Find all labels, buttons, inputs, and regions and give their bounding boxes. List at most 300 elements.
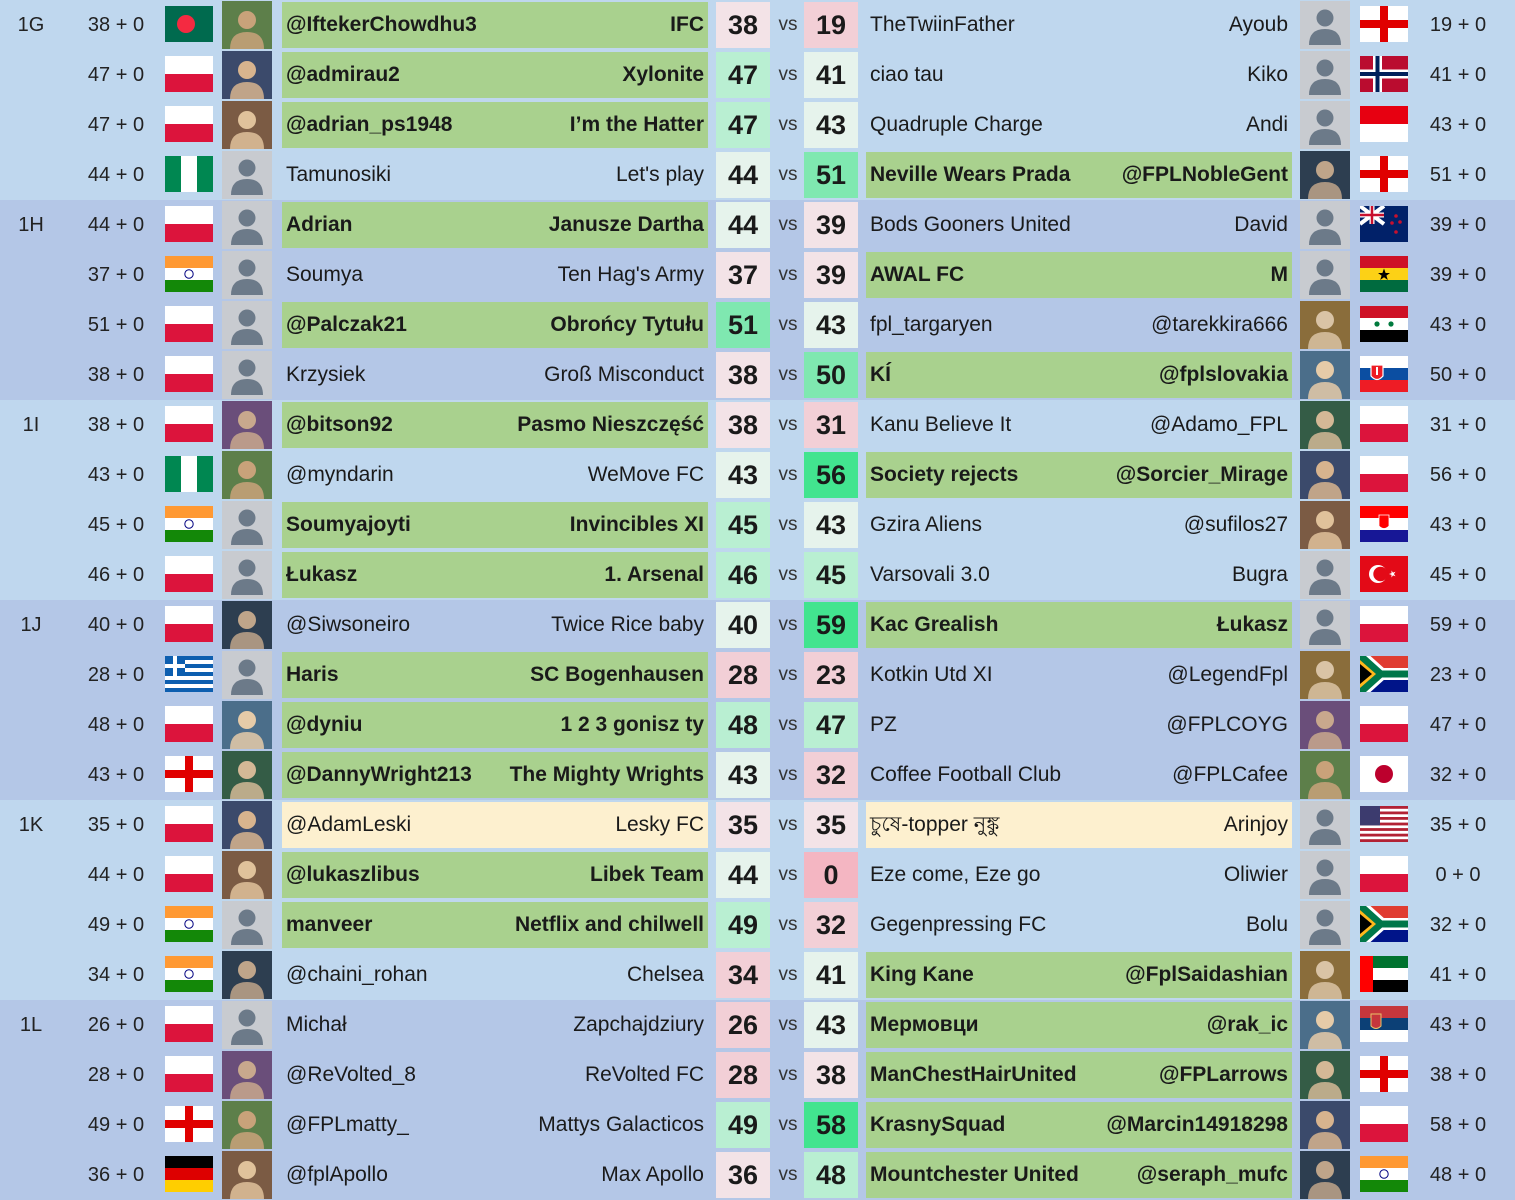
away-entry[interactable]	[866, 1002, 1292, 1048]
group-block	[0, 200, 1515, 400]
away-team: TheTwiinFather	[870, 13, 1015, 36]
away-manager: @tarekkira666	[1151, 313, 1288, 336]
away-avatar	[1300, 751, 1350, 799]
away-entry[interactable]	[866, 602, 1292, 648]
away-gw-score: 48 + 0	[1429, 1164, 1487, 1186]
home-points: 46	[716, 552, 770, 598]
away-gw-score: 35 + 0	[1429, 814, 1487, 836]
away-entry[interactable]	[866, 752, 1292, 798]
away-team: ManChestHairUnited	[870, 1063, 1077, 1086]
group-block	[0, 0, 1515, 200]
home-team: IFC	[670, 13, 704, 36]
home-points: 48	[716, 702, 770, 748]
vs-label: vs	[778, 764, 798, 785]
home-gw-score: 44 + 0	[87, 164, 145, 186]
home-team: ReVolted FC	[584, 1063, 704, 1086]
home-gw-score: 35 + 0	[87, 814, 145, 836]
flag-croatia-icon	[1360, 506, 1408, 542]
away-manager: @Marcin14918298	[1106, 1113, 1288, 1136]
home-gw-score: 43 + 0	[87, 464, 145, 486]
flag-india-icon	[1360, 1156, 1408, 1192]
away-team: AWAL FC	[870, 263, 965, 286]
away-team: Varsovali 3.0	[870, 563, 990, 586]
away-team: KÍ	[870, 363, 891, 386]
home-gw-score: 34 + 0	[87, 964, 145, 986]
flag-greece-icon	[165, 656, 213, 692]
home-entry[interactable]	[282, 2, 708, 48]
match-row	[0, 350, 1515, 400]
home-points: 26	[716, 1002, 770, 1048]
home-avatar	[222, 701, 272, 749]
flag-poland-icon	[165, 556, 213, 592]
home-team: I’m the Hatter	[569, 113, 704, 136]
away-points: 43	[804, 102, 858, 148]
flag-poland-icon	[165, 706, 213, 742]
away-avatar	[1300, 101, 1350, 149]
away-entry[interactable]	[866, 152, 1292, 198]
away-entry[interactable]	[866, 1152, 1292, 1198]
group-block	[0, 1000, 1515, 1200]
flag-poland-icon	[1360, 456, 1408, 492]
flag-poland-icon	[1360, 706, 1408, 742]
home-gw-score: 47 + 0	[87, 64, 145, 86]
home-team: Groß Misconduct	[544, 363, 704, 386]
home-entry[interactable]	[282, 452, 708, 498]
flag-nigeria-icon	[165, 456, 213, 492]
away-team: Kac Grealish	[870, 613, 999, 636]
away-team: Gzira Aliens	[870, 513, 983, 536]
home-avatar	[222, 751, 272, 799]
group-label: 1L	[19, 1014, 43, 1036]
home-manager: @AdamLeski	[286, 813, 412, 836]
home-avatar	[222, 951, 272, 999]
vs-label: vs	[778, 914, 798, 935]
vs-label: vs	[778, 714, 798, 735]
away-entry[interactable]	[866, 2, 1292, 48]
flag-southafrica-icon	[1360, 906, 1408, 942]
away-team: Coffee Football Club	[870, 763, 1062, 786]
away-gw-score: 59 + 0	[1429, 614, 1487, 636]
away-entry[interactable]	[866, 852, 1292, 898]
away-avatar	[1300, 301, 1350, 349]
vs-label: vs	[778, 414, 798, 435]
home-gw-score: 48 + 0	[87, 714, 145, 736]
away-team: PZ	[870, 713, 897, 736]
home-entry[interactable]	[282, 952, 708, 998]
away-manager: Łukasz	[1216, 613, 1288, 636]
match-row	[0, 400, 1515, 450]
home-team: WeMove FC	[587, 463, 704, 486]
away-entry[interactable]	[866, 652, 1292, 698]
away-points: 43	[804, 1002, 858, 1048]
flag-england-icon	[1360, 1056, 1408, 1092]
home-entry[interactable]	[282, 1152, 708, 1198]
away-points: 59	[804, 602, 858, 648]
home-entry[interactable]	[282, 302, 708, 348]
vs-label: vs	[778, 264, 798, 285]
away-gw-score: 32 + 0	[1429, 914, 1487, 936]
away-avatar	[1300, 401, 1350, 449]
group-block	[0, 400, 1515, 600]
home-entry[interactable]	[282, 352, 708, 398]
home-manager: Soumya	[286, 263, 364, 286]
away-manager: M	[1270, 263, 1288, 286]
away-points: 48	[804, 1152, 858, 1198]
home-gw-score: 49 + 0	[87, 1114, 145, 1136]
home-entry[interactable]	[282, 1052, 708, 1098]
home-team: SC Bogenhausen	[530, 663, 704, 686]
home-team: Invincibles XI	[569, 513, 704, 536]
home-points: 40	[716, 602, 770, 648]
vs-label: vs	[778, 614, 798, 635]
away-manager: @FPLCOYG	[1166, 713, 1288, 736]
home-gw-score: 47 + 0	[87, 114, 145, 136]
flag-uae-icon	[1360, 956, 1408, 992]
flag-poland-icon	[165, 306, 213, 342]
match-row	[0, 1050, 1515, 1100]
away-avatar	[1300, 1101, 1350, 1149]
away-team: ciao tau	[870, 63, 944, 86]
away-avatar	[1300, 201, 1350, 249]
home-avatar	[222, 451, 272, 499]
away-gw-score: 50 + 0	[1429, 364, 1487, 386]
home-points: 38	[716, 352, 770, 398]
match-row	[0, 50, 1515, 100]
away-gw-score: 41 + 0	[1429, 964, 1487, 986]
home-points: 47	[716, 102, 770, 148]
away-manager: @fplslovakia	[1158, 363, 1288, 386]
away-entry[interactable]	[866, 252, 1292, 298]
home-points: 34	[716, 952, 770, 998]
home-gw-score: 38 + 0	[87, 14, 145, 36]
home-gw-score: 46 + 0	[87, 564, 145, 586]
away-avatar	[1300, 151, 1350, 199]
home-manager: @ReVolted_8	[286, 1063, 416, 1086]
flag-poland-icon	[165, 856, 213, 892]
flag-india-icon	[165, 906, 213, 942]
home-avatar	[222, 201, 272, 249]
away-entry[interactable]	[866, 1102, 1292, 1148]
flag-poland-icon	[1360, 1106, 1408, 1142]
away-gw-score: 19 + 0	[1429, 14, 1487, 36]
match-row	[0, 300, 1515, 350]
home-manager: @chaini_rohan	[286, 963, 428, 986]
home-avatar	[222, 151, 272, 199]
home-entry[interactable]	[282, 252, 708, 298]
home-entry[interactable]	[282, 752, 708, 798]
flag-japan-icon	[1360, 756, 1408, 792]
home-manager: @Siwsoneiro	[286, 613, 411, 636]
flag-india-icon	[165, 506, 213, 542]
home-team: Obrońcy Tytułu	[550, 313, 704, 336]
away-avatar	[1300, 251, 1350, 299]
match-row	[0, 950, 1515, 1000]
away-gw-score: 56 + 0	[1429, 464, 1487, 486]
home-manager: @IftekerChowdhu3	[286, 13, 477, 36]
home-avatar	[222, 401, 272, 449]
away-entry[interactable]	[866, 202, 1292, 248]
flag-southafrica-icon	[1360, 656, 1408, 692]
home-points: 37	[716, 252, 770, 298]
flag-poland-icon	[165, 606, 213, 642]
home-avatar	[222, 251, 272, 299]
home-team: The Mighty Wrights	[509, 763, 704, 786]
match-row	[0, 100, 1515, 150]
away-manager: Andi	[1245, 113, 1288, 136]
home-avatar	[222, 1, 272, 49]
vs-label: vs	[778, 564, 798, 585]
away-team: Society rejects	[870, 463, 1019, 486]
away-gw-score: 0 + 0	[1435, 864, 1481, 886]
home-entry[interactable]	[282, 702, 708, 748]
home-entry[interactable]	[282, 152, 708, 198]
flag-england-icon	[1360, 6, 1408, 42]
away-entry[interactable]	[866, 102, 1292, 148]
away-points: 32	[804, 752, 858, 798]
match-row	[0, 500, 1515, 550]
flag-norway-icon	[1360, 56, 1408, 92]
home-avatar	[222, 301, 272, 349]
vs-label: vs	[778, 814, 798, 835]
home-team: Chelsea	[626, 963, 704, 986]
home-manager: @FPLmatty_	[286, 1113, 409, 1136]
home-team: Libek Team	[590, 863, 704, 886]
home-points: 38	[716, 402, 770, 448]
match-row	[0, 250, 1515, 300]
home-entry[interactable]	[282, 802, 708, 848]
away-entry[interactable]	[866, 952, 1292, 998]
flag-usa-icon	[1360, 806, 1408, 842]
flag-nigeria-icon	[165, 156, 213, 192]
away-manager: David	[1234, 213, 1288, 236]
flag-bangladesh-icon	[165, 6, 213, 42]
home-entry[interactable]	[282, 502, 708, 548]
flag-england-icon	[1360, 156, 1408, 192]
vs-label: vs	[778, 14, 798, 35]
away-entry[interactable]	[866, 802, 1292, 848]
home-entry[interactable]	[282, 102, 708, 148]
home-team: 1 2 3 gonisz ty	[560, 713, 704, 736]
away-team: Neville Wears Prada	[870, 163, 1071, 186]
flag-poland-icon	[165, 106, 213, 142]
home-points: 28	[716, 1052, 770, 1098]
flag-england-icon	[165, 756, 213, 792]
group-label: 1K	[18, 814, 44, 836]
home-team: Xylonite	[622, 63, 704, 86]
away-manager: @sufilos27	[1183, 513, 1288, 536]
away-gw-score: 39 + 0	[1429, 264, 1487, 286]
away-avatar	[1300, 51, 1350, 99]
away-gw-score: 47 + 0	[1429, 714, 1487, 736]
away-points: 51	[804, 152, 858, 198]
flag-poland-icon	[165, 206, 213, 242]
away-avatar	[1300, 451, 1350, 499]
away-avatar	[1300, 801, 1350, 849]
home-points: 44	[716, 202, 770, 248]
away-avatar	[1300, 951, 1350, 999]
home-avatar	[222, 101, 272, 149]
home-avatar	[222, 601, 272, 649]
home-entry[interactable]	[282, 552, 708, 598]
away-gw-score: 43 + 0	[1429, 1014, 1487, 1036]
home-gw-score: 45 + 0	[87, 514, 145, 536]
home-points: 51	[716, 302, 770, 348]
home-avatar	[222, 1051, 272, 1099]
home-gw-score: 26 + 0	[87, 1014, 145, 1036]
away-entry[interactable]	[866, 452, 1292, 498]
home-team: Zapchajdziury	[573, 1013, 704, 1036]
home-points: 28	[716, 652, 770, 698]
away-gw-score: 51 + 0	[1429, 164, 1487, 186]
home-gw-score: 49 + 0	[87, 914, 145, 936]
match-row	[0, 750, 1515, 800]
home-points: 44	[716, 152, 770, 198]
vs-label: vs	[778, 64, 798, 85]
away-gw-score: 43 + 0	[1429, 314, 1487, 336]
flag-poland-icon	[165, 806, 213, 842]
home-team: Mattys Galacticos	[538, 1113, 704, 1136]
away-avatar	[1300, 501, 1350, 549]
flag-poland-icon	[165, 56, 213, 92]
away-entry[interactable]	[866, 402, 1292, 448]
vs-label: vs	[778, 464, 798, 485]
vs-label: vs	[778, 514, 798, 535]
home-avatar	[222, 1101, 272, 1149]
home-entry[interactable]	[282, 902, 708, 948]
home-points: 45	[716, 502, 770, 548]
home-entry[interactable]	[282, 1002, 708, 1048]
vs-label: vs	[778, 114, 798, 135]
home-avatar	[222, 901, 272, 949]
away-gw-score: 41 + 0	[1429, 64, 1487, 86]
group-label: 1G	[17, 14, 45, 36]
away-points: 41	[804, 52, 858, 98]
flag-poland-icon	[1360, 606, 1408, 642]
away-points: 38	[804, 1052, 858, 1098]
home-avatar	[222, 51, 272, 99]
away-team: fpl_targaryen	[870, 313, 993, 336]
home-gw-score: 44 + 0	[87, 864, 145, 886]
home-gw-score: 38 + 0	[87, 414, 145, 436]
away-entry[interactable]	[866, 502, 1292, 548]
away-avatar	[1300, 601, 1350, 649]
group-label: 1I	[22, 414, 40, 436]
flag-indonesia-icon	[1360, 106, 1408, 142]
home-manager: Tamunosiki	[286, 163, 392, 186]
home-entry[interactable]	[282, 852, 708, 898]
away-entry[interactable]	[866, 902, 1292, 948]
match-row	[0, 650, 1515, 700]
away-gw-score: 58 + 0	[1429, 1114, 1487, 1136]
match-row	[0, 1100, 1515, 1150]
away-points: 43	[804, 502, 858, 548]
match-row	[0, 800, 1515, 850]
away-team: Мермовци	[870, 1013, 979, 1036]
home-manager: @lukaszlibus	[286, 863, 420, 886]
home-team: Let's play	[615, 163, 704, 186]
home-entry[interactable]	[282, 602, 708, 648]
away-points: 19	[804, 2, 858, 48]
vs-label: vs	[778, 1064, 798, 1085]
away-avatar	[1300, 651, 1350, 699]
vs-label: vs	[778, 864, 798, 885]
group-label: 1H	[18, 214, 44, 236]
away-manager: Bugra	[1231, 563, 1288, 586]
flag-ghana-icon	[1360, 256, 1408, 292]
home-gw-score: 40 + 0	[87, 614, 145, 636]
home-manager: Michał	[286, 1013, 347, 1036]
home-points: 44	[716, 852, 770, 898]
away-team: Eze come, Eze go	[870, 863, 1041, 886]
home-manager: @DannyWright213	[286, 763, 472, 786]
away-entry[interactable]	[866, 302, 1292, 348]
home-gw-score: 44 + 0	[87, 214, 145, 236]
away-manager: @FplSaidashian	[1125, 963, 1288, 986]
vs-label: vs	[778, 1164, 798, 1185]
away-points: 41	[804, 952, 858, 998]
home-manager: Soumyajoyti	[286, 513, 411, 536]
away-entry[interactable]	[866, 52, 1292, 98]
home-points: 35	[716, 802, 770, 848]
home-team: 1. Arsenal	[604, 563, 704, 586]
away-points: 31	[804, 402, 858, 448]
home-entry[interactable]	[282, 52, 708, 98]
home-entry[interactable]	[282, 402, 708, 448]
away-avatar	[1300, 1001, 1350, 1049]
vs-label: vs	[778, 314, 798, 335]
away-team: Quadruple Charge	[870, 113, 1043, 136]
flag-slovakia-icon	[1360, 356, 1408, 392]
flag-poland-icon	[165, 1056, 213, 1092]
away-manager: @FPLCafee	[1172, 763, 1288, 786]
away-gw-score: 43 + 0	[1429, 514, 1487, 536]
home-entry[interactable]	[282, 1102, 708, 1148]
away-manager: @rak_ic	[1206, 1013, 1288, 1036]
match-row	[0, 450, 1515, 500]
away-team: Mountchester United	[870, 1163, 1079, 1186]
away-entry[interactable]	[866, 352, 1292, 398]
away-entry[interactable]	[866, 702, 1292, 748]
home-gw-score: 28 + 0	[87, 1064, 145, 1086]
away-team: Gegenpressing FC	[870, 913, 1047, 936]
home-team: Lesky FC	[615, 813, 704, 836]
home-entry[interactable]	[282, 202, 708, 248]
flag-poland-icon	[1360, 406, 1408, 442]
home-team: Twice Rice baby	[551, 613, 704, 636]
home-avatar	[222, 651, 272, 699]
flag-turkey-icon	[1360, 556, 1408, 592]
home-entry[interactable]	[282, 652, 708, 698]
away-entry[interactable]	[866, 1052, 1292, 1098]
away-manager: @FPLNobleGent	[1121, 163, 1288, 186]
away-gw-score: 45 + 0	[1429, 564, 1487, 586]
away-points: 50	[804, 352, 858, 398]
flag-poland-icon	[165, 406, 213, 442]
home-manager: @dyniu	[286, 713, 363, 736]
flag-india-icon	[165, 956, 213, 992]
home-avatar	[222, 351, 272, 399]
away-points: 35	[804, 802, 858, 848]
match-row	[0, 550, 1515, 600]
vs-label: vs	[778, 664, 798, 685]
away-entry[interactable]	[866, 552, 1292, 598]
home-points: 49	[716, 1102, 770, 1148]
home-gw-score: 51 + 0	[87, 314, 145, 336]
group-block	[0, 600, 1515, 800]
home-avatar	[222, 1001, 272, 1049]
home-manager: @myndarin	[286, 463, 394, 486]
away-team: চুষে-topper নুঙ্কু	[870, 812, 1000, 836]
